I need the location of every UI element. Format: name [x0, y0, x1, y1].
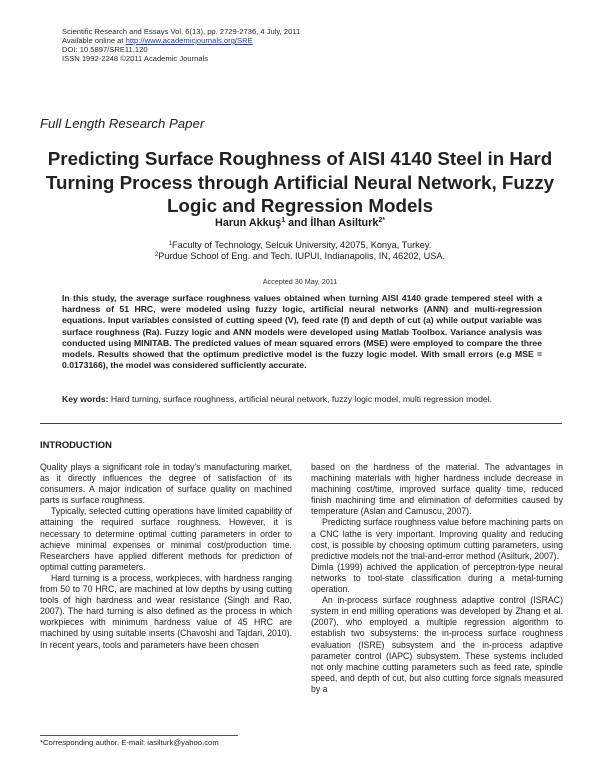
corresponding-author-footnote: *Corresponding author. E-mail: iasilturk@yahoo.com	[40, 738, 219, 747]
keywords-label: Key words:	[62, 394, 109, 404]
issn: ISSN 1992-2248 ©2011 Academic Journals	[62, 53, 209, 63]
online-prefix: Available online at	[62, 35, 126, 45]
paragraph: Typically, selected cutting operations have limited capability of attaining the required surface roughness. However, it is necessary to determine optimal cutting parameters in order to achieve minimal expenses or minimal cost/production time. Researchers have applied different methods for prediction of optimal cutting parameters.	[40, 506, 292, 572]
author-1-sup: 1	[281, 217, 286, 224]
paper-title: Predicting Surface Roughness of AISI 4140 Steel in Hard Turning Process through Artificial Neural Network, Fuzzy Logic and Regression Models	[45, 148, 555, 216]
abstract: In this study, the average surface roughness values obtained when turning AISI 4140 grade tempered steel with a hardness of 51 HRC, were modeled using fuzzy logic, artificial neural networks (ANN) and multi-regression equations. Input variables consisted of cutting speed (V), feed rate (f) and depth of cut (a) while output variable was surface roughness (Ra). Fuzzy logic and ANN models were developed using Matlab Toolbox. Variance analysis was conducted using MINITAB. The predicted values of mean squared errors (MSE) were employed to compare the three models. Results showed that the optimum predictive model is the fuzzy logic model. With small errors (e.g MSE = 0.0173166), the model was considered sufficiently accurate.	[62, 293, 542, 371]
text-column-right	[311, 462, 563, 695]
author-2-sup: 2*	[378, 217, 385, 224]
paragraph: Dimla (1999) achived the application of perceptron-type neural networks to tool-state classification during a metal-turning operation.	[311, 561, 563, 595]
author-conjunction: and	[285, 217, 311, 229]
section-divider	[40, 423, 562, 424]
affiliation-1	[0, 240, 600, 251]
author-line	[0, 217, 600, 229]
doi: DOI: 10.5897/SRE11.120	[62, 44, 148, 54]
affiliation-1-text: Faculty of Technology, Selcuk University, 42075, Konya, Turkey.	[172, 240, 432, 250]
author-2: İlhan Asilturk	[310, 217, 379, 229]
footnote-divider	[40, 735, 238, 736]
author-1: Harun Akkuş	[215, 217, 282, 229]
accepted-date: Accepted 30 May, 2011	[262, 277, 338, 286]
keywords-text: Hard turning, surface roughness, artificial neural network, fuzzy logic model, multi regression model.	[108, 394, 493, 404]
text-column-left	[40, 462, 292, 651]
paragraph: An in-process surface roughness adaptive control (ISRAC) system in end milling operations was developed by Zhang et al. (2007), who employed a multiple regression algorithm to establish two subsystems: the in-process surface roughness evaluation (ISRE) subsystem and the in-process adaptive parameter control (IAPC) subsystem. These systems included not only machine cutting parameters such as feed rate, spindle speed, and depth of cut, but also cutting force signals measured by a	[311, 595, 563, 694]
affiliation-2-text: Purdue School of Eng. and Tech. IUPUI, Indianapolis, IN, 46202, USA.	[158, 251, 446, 262]
paragraph: Predicting surface roughness value before machining parts on a CNC lathe is very important. Improving quality and reducing cost, is possible by choosing optimum cutting parameters, using predictive models not the trial-and-error method (Asilturk, 2007).	[311, 517, 563, 561]
journal-link[interactable]: http://www.academicjournals.org/SRE	[125, 35, 253, 45]
keywords	[62, 394, 542, 405]
affiliations	[0, 240, 600, 263]
journal-header	[62, 28, 300, 64]
paper-type: Full Length Research Paper	[40, 116, 205, 131]
journal-citation: Scientific Research and Essays Vol. 6(13), pp. 2729-2736, 4 July, 2011	[62, 27, 301, 36]
paragraph: Quality plays a significant role in today's manufacturing market, as it directly influences the degree of satisfaction of its consumers. A major indication of surface quality on machined parts is surface roughness.	[40, 462, 292, 506]
affiliation-1-sup: 1	[168, 241, 173, 247]
affiliation-2	[0, 251, 600, 262]
affiliation-2-sup: 2	[154, 252, 159, 259]
paragraph: Hard turning is a process, workpieces, with hardness ranging from 50 to 70 HRC, are machined at low depths by using cutting tools of high hardness and wear resistance (Singh and Rao, 2007). The hard turning is also defined as the process in which workpieces with minimum hardness value of 45 HRC are machined by using suitable inserts (Chavoshi and Tajdari, 2010). In recent years, tools and parameters have been chosen	[40, 572, 292, 650]
section-heading-introduction: INTRODUCTION	[40, 439, 112, 450]
paragraph: based on the hardness of the material. The advantages in machining materials with higher hardness include decrease in machining cost/time, improved surface quality time, reduced finish machining time and elimination of deformities caused by temperature (Aslan and Camuscu, 2007).	[311, 462, 563, 517]
